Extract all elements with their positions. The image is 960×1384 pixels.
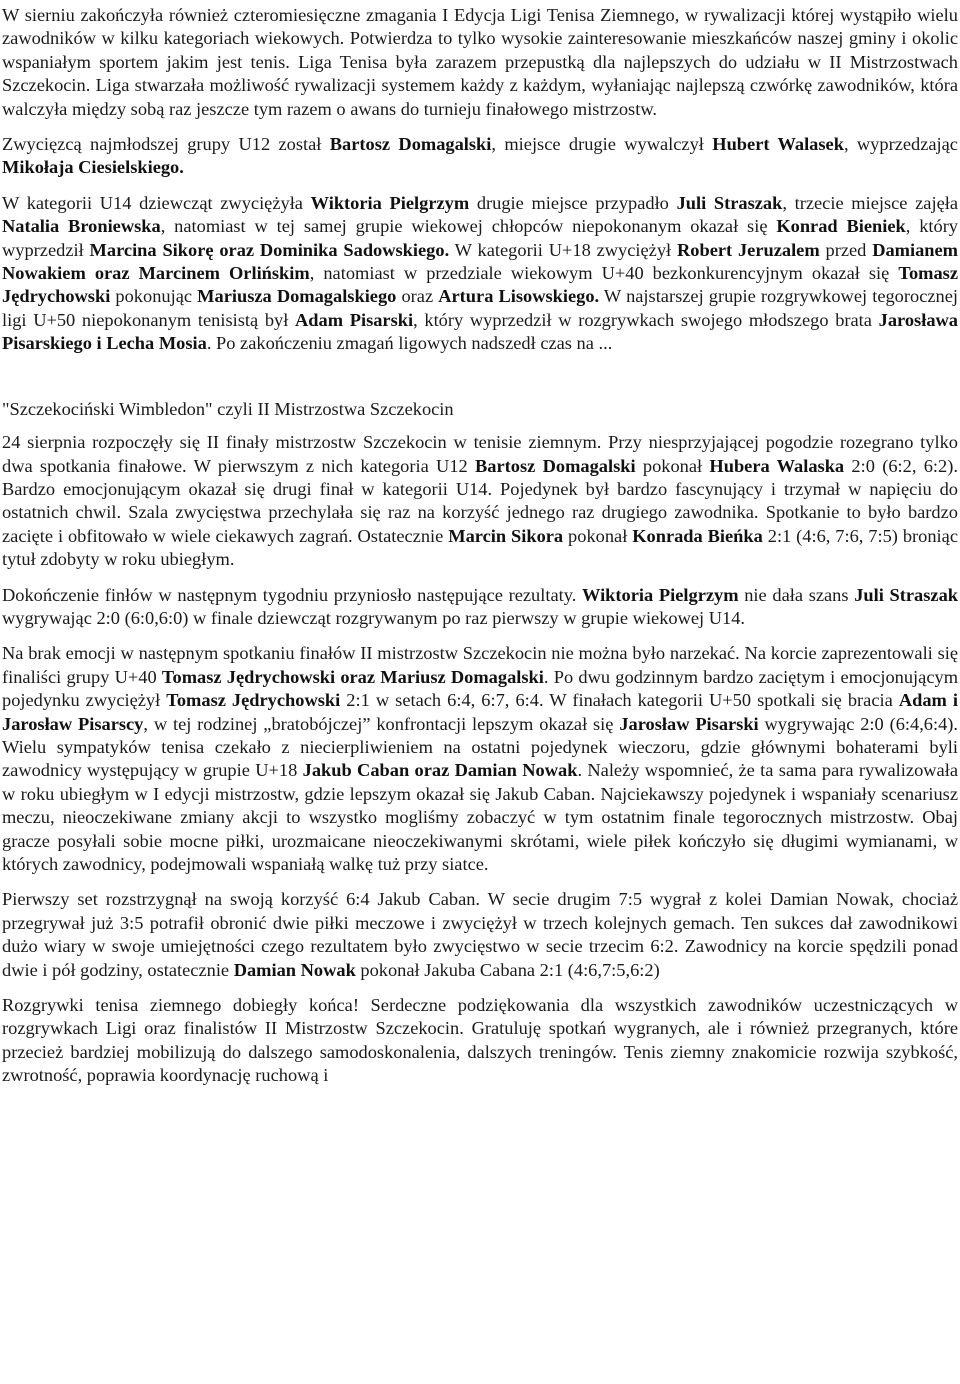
text-run: oraz <box>396 286 439 307</box>
text-run: . Po dwu godzinnym bardzo zaciętym i emocjonującym pojedynku zwyciężył <box>2 666 958 711</box>
section-title: "Szczekociński Wimbledon" czyli II Mistrzostwa Szczekocin <box>2 398 454 419</box>
text-run: wygrywając 2:0 (6:4,6:4). Wielu sympatyków tenisa czekało z niecierpliwieniem na ostatni pojedynek wieczoru, gdzie głównymi bohaterami byli zawodnicy występujący w grupie U+18 <box>2 713 959 781</box>
bold-name: Marcina Sikorę oraz Dominika Sadowskiego. <box>89 239 450 260</box>
text-run: Pierwszy set rozstrzygnął na swoją korzyść 6:4 Jakub Caban. W secie drugim 7:5 wygrał z kolei Damian Nowak, chociaż przegrywał już 3:5 potrafił obronić dwie piłki meczowe i zwyciężył w trzech kolejnych gemach. Ten sukces dał zawodnikowi dużo wiary w swoje umiejętności czego rezultatem było zwycięstwo w secie trzecim 6:2. Zawodnicy na korcie spędzili ponad dwie i pół godziny, ostatecznie <box>2 889 958 980</box>
bold-name: Jarosława Pisarskiego i Lecha Mosia <box>2 309 958 354</box>
text-run: Dokończenie finłów w następnym tygodniu przyniosło następujące rezultaty. <box>2 584 583 605</box>
text-run: pokonał <box>635 455 710 476</box>
text-run: 2:0 (6:2, 6:2). Bardzo emocjonującym okazał się drugi finał w kategorii U14. Pojedynek był bardzo fascynujący i trzymał w napięciu do ostatnich chwil. Szala zwycięstwa przechylała się raz na korzyść jednego raz drugiego zawodnika. Spotkanie to było bardzo zacięte i obfitowało w wiele ciekawych zagrań. Ostatecznie <box>2 455 958 546</box>
text-run: 24 sierpnia rozpoczęły się II finały mistrzostw Szczekocin w tenisie ziemnym. Przy niesprzyjającej pogodzie rozegrano tylko dwa spotkania finałowe. W pierwszym z nich kategoria U12 <box>2 432 958 476</box>
text-run: W kategorii U14 dziewcząt zwyciężyła <box>2 192 311 213</box>
paragraph-finals-senior <box>2 642 958 876</box>
text-run: przed <box>819 239 873 260</box>
bold-name: Damian Nowak <box>233 959 356 980</box>
paragraph-final-match <box>2 888 958 982</box>
paragraph-closing <box>2 994 958 1088</box>
bold-name: Natalia Broniewska <box>2 216 161 237</box>
text-run: W sierniu zakończyła również czteromiesięczne zmagania I Edycja Ligi Tenisa Ziemnego, w rywalizacji której wystąpiło wielu zawodników w kilku kategoriach wiekowych. Potwierdza to tylko wysokie zainteresowanie mieszkańców naszej gminy i okolic wspaniałym sportem jakim jest tenis. Liga Tenisa była zarazem przepustką dla najlepszych do udziału w II Mistrzostwach Szczekocin. Liga stwarzała możliwość rywalizacji systemem każdy z każdym, wyłaniając najlepszą czwórkę zawodników, która walczyła między sobą raz jeszcze tym razem o awans do turnieju finałowego mistrzostw. <box>2 5 958 119</box>
text-run: pokonując <box>110 286 198 307</box>
text-run: Rozgrywki tenisa ziemnego dobiegły końca! Serdeczne podziękowania dla wszystkich zawodników uczestniczących w rozgrywkach Ligi oraz finalistów II Mistrzostw Szczekocin. Gratuluję spotkań wygranych, ale i również przegranych, które przecież bardziej mobilizują do dalszego samodoskonalenia, dalszych treningów. Tenis ziemny znakomicie rozwija szybkość, zwrotność, poprawia koordynację ruchową i <box>2 995 958 1086</box>
bold-name: Marcin Sikora <box>448 525 564 546</box>
bold-name: Damianem Nowakiem oraz Marcinem Orlińskim <box>2 239 958 284</box>
bold-name: Tomasz Jędrychowski <box>2 263 958 307</box>
bold-name: Hubert Walasek <box>712 134 844 155</box>
text-run: , natomiast w przedziale wiekowym U+40 bezkonkurencyjnym okazał się <box>309 263 899 284</box>
text-run: W kategorii U+18 zwyciężył <box>449 239 677 260</box>
bold-name: Adam i Jarosław Pisarscy <box>2 690 959 734</box>
paragraph-u12-results <box>2 133 958 180</box>
text-run: , miejsce drugie wywalczył <box>491 134 713 155</box>
text-run: 2:1 (4:6, 7:6, 7:5) broniąc tytuł zdobyty w roku ubiegłym. <box>2 525 958 570</box>
bold-name: Juli Straszak <box>854 584 958 605</box>
text-run: , natomiast w tej samej grupie wiekowej chłopców niepokonanym okazał się <box>160 216 777 237</box>
paragraph-finals-day-one <box>2 431 958 571</box>
bold-name: Mikołaja Ciesielskiego. <box>2 157 184 178</box>
bold-name: Mariusza Domagalskiego <box>197 286 397 307</box>
text-run: pokonał <box>563 525 633 546</box>
bold-name: Robert Jeruzalem <box>676 239 820 260</box>
text-run: wygrywając 2:0 (6:0,6:0) w finale dziewcząt rozgrywanym po raz pierwszy w grupie wiekowej U14. <box>2 607 746 628</box>
bold-name: Adam Pisarski <box>295 309 414 330</box>
bold-name: Jakub Caban oraz Damian Nowak <box>302 760 578 781</box>
paragraph-league-summary <box>2 4 958 121</box>
text-run: Na brak emocji w następnym spotkaniu finałów II mistrzostw Szczekocin nie można było narzekać. Na korcie zaprezentowali się finaliści grupy U+40 <box>2 643 958 687</box>
bold-name: Wiktoria Pielgrzym <box>310 192 470 213</box>
text-run: pokonał Jakuba Cabana 2:1 (4:6,7:5,6:2) <box>355 959 660 980</box>
text-run: , wyprzedzając <box>843 134 958 155</box>
text-run: . Należy wspomnieć, że ta sama para rywalizowała w roku ubiegłym w I edycji mistrzostw, gdzie lepszym okazał się Jakub Caban. Najciekawszy pojedynek i wspaniały scenariusz meczu, nieoczekiwane zmiany akcji to wszystko mogliśmy zobaczyć w tym ostatnim finale tegorocznych mistrzostw. Obaj gracze posyłali sobie mocne piłki, urozmaicane nieoczekiwanymi skrótami, wiele piłek kończyło się długimi wymianami, w których zawodnicy, podejmowali wspaniałą walkę tuż przy siatce. <box>2 760 958 874</box>
bold-name: Konrada Bieńka <box>632 525 763 546</box>
bold-name: Bartosz Domagalski <box>475 455 636 476</box>
bold-name: Wiktoria Pielgrzym <box>582 584 739 605</box>
text-run: Zwycięzcą najmłodszej grupy U12 został <box>2 134 330 155</box>
text-run: , w tej rodzinej „bratobójczej” konfrontacji lepszym okazał się <box>143 713 620 734</box>
text-run: drugie miejsce przypadło <box>469 192 677 213</box>
bold-name: Jarosław Pisarski <box>619 713 759 734</box>
bold-name: Tomasz Jędrychowski oraz Mariusz Domagalski <box>161 666 544 687</box>
bold-name: Konrad Bieniek <box>776 216 906 237</box>
bold-name: Hubera Walaska <box>709 455 845 476</box>
bold-name: Artura Lisowskiego. <box>438 286 600 307</box>
text-run: , który wyprzedził <box>2 216 959 260</box>
text-run: , który wyprzedził w rozgrywkach swojego młodszego brata <box>413 309 879 330</box>
text-run: , trzecie miejsce zajęła <box>782 192 958 213</box>
text-run: . Po zakończeniu zmagań ligowych nadszedł czas na ... <box>206 333 613 354</box>
paragraph-finals-u14-girls <box>2 584 958 631</box>
bold-name: Bartosz Domagalski <box>329 134 492 155</box>
paragraph-league-categories <box>2 192 958 356</box>
text-run: 2:1 w setach 6:4, 6:7, 6:4. W finałach kategorii U+50 spotkali się bracia <box>340 690 899 711</box>
text-run: W najstarszej grupie rozgrywkowej tegorocznej ligi U+50 niepokonanym tenisistą był <box>2 286 958 330</box>
bold-name: Juli Straszak <box>676 192 783 213</box>
bold-name: Tomasz Jędrychowski <box>166 690 341 711</box>
text-run: nie dała szans <box>738 584 855 605</box>
